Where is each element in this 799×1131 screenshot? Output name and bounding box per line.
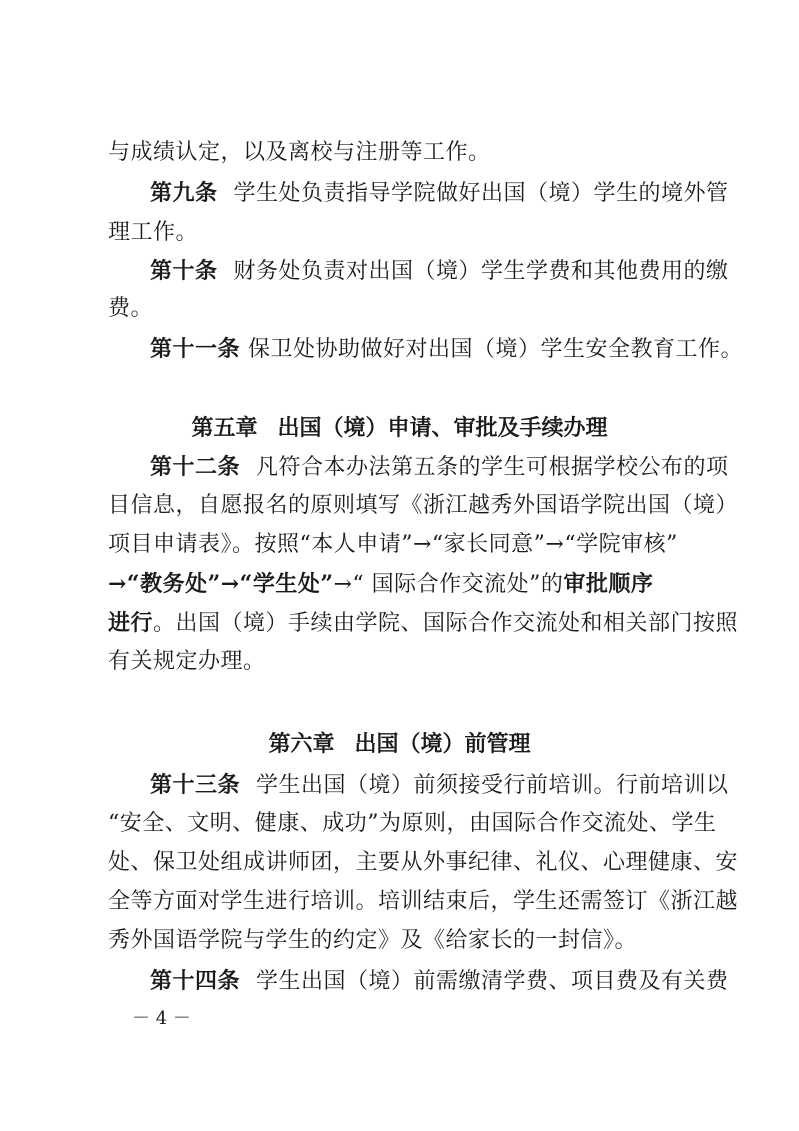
article-13-line4 bbox=[108, 887, 739, 917]
text-line: 理工作。 bbox=[108, 220, 199, 245]
text-bold: 进行 bbox=[108, 610, 154, 636]
text-line: 费。 bbox=[108, 296, 154, 321]
article-title: 第十一条 bbox=[150, 336, 241, 362]
text-line: 财务处负责对出国（境）学生学费和其他费用的缴 bbox=[233, 259, 729, 284]
article-13-line2 bbox=[108, 809, 717, 839]
paragraph-continuation bbox=[108, 138, 700, 168]
text-line: 秀外国语学院与学生的约定》及《给家长的一封信》。 bbox=[108, 928, 638, 953]
article-12-line6 bbox=[108, 647, 700, 677]
article-12-line2 bbox=[108, 491, 739, 521]
article-10-cont bbox=[108, 294, 700, 324]
article-title: 第十二条 bbox=[150, 454, 241, 480]
article-title: 第十条 bbox=[150, 258, 218, 284]
text-bold: 审批顺序 bbox=[563, 571, 654, 597]
article-13 bbox=[150, 770, 729, 801]
article-title: 第十三条 bbox=[150, 772, 241, 798]
page-number: － 4 － bbox=[132, 1008, 191, 1029]
text-line: 目信息，自愿报名的原则填写《浙江越秀外国语学院出国（境） bbox=[108, 493, 739, 518]
text-line: 学生出国（境）前需缴清学费、项目费及有关费 bbox=[256, 969, 729, 994]
article-13-line5 bbox=[108, 926, 700, 956]
text-line: →“ 国际合作交流处”的 bbox=[333, 572, 564, 597]
text-line: 凡符合本办法第五条的学生可根据学校公布的项 bbox=[256, 455, 729, 480]
article-12 bbox=[150, 452, 729, 483]
text-line: 学生出国（境）前须接受行前培训。行前培训以 bbox=[256, 773, 729, 798]
article-12-line3 bbox=[108, 530, 700, 560]
chapter-title: 出国（境）申请、审批及手续办理 bbox=[277, 415, 608, 441]
text-line: “安全、文明、健康、成功”为原则，由国际合作交流处、学生 bbox=[108, 811, 717, 836]
text-line: 保卫处协助做好对出国（境）学生安全教育工作。 bbox=[248, 337, 744, 362]
text-line: 。出国（境）手续由学院、国际合作交流处和相关部门按照 bbox=[153, 611, 739, 636]
text-line: 全等方面对学生进行培训。培训结束后，学生还需签订《浙江越 bbox=[108, 889, 739, 914]
article-9-cont bbox=[108, 218, 700, 248]
article-9 bbox=[150, 178, 729, 209]
text-line: 有关规定办理。 bbox=[108, 649, 266, 674]
text-line: 项目申请表》。按照“本人申请”→“家长同意”→“学院审核” bbox=[108, 532, 678, 557]
article-13-line3 bbox=[108, 848, 739, 878]
text-line: 处、保卫处组成讲师团，主要从外事纪律、礼仪、心理健康、安 bbox=[108, 850, 739, 875]
chapter-5-heading bbox=[0, 413, 799, 443]
article-14 bbox=[150, 966, 729, 997]
chapter-number: 第六章 bbox=[268, 731, 335, 757]
text-line: 与成绩认定，以及离校与注册等工作。 bbox=[108, 140, 491, 165]
article-title: 第十四条 bbox=[150, 968, 241, 994]
article-title: 第九条 bbox=[150, 180, 218, 206]
article-11 bbox=[150, 334, 744, 365]
chapter-number: 第五章 bbox=[191, 415, 258, 441]
article-10 bbox=[150, 256, 729, 287]
chapter-6-heading bbox=[0, 729, 799, 759]
text-line: 学生处负责指导学院做好出国（境）学生的境外管 bbox=[233, 181, 729, 206]
article-12-line4 bbox=[108, 569, 700, 600]
article-12-line5 bbox=[108, 608, 739, 639]
text-bold: →“教务处”→“学生处” bbox=[108, 571, 334, 597]
chapter-title: 出国（境）前管理 bbox=[354, 731, 531, 757]
